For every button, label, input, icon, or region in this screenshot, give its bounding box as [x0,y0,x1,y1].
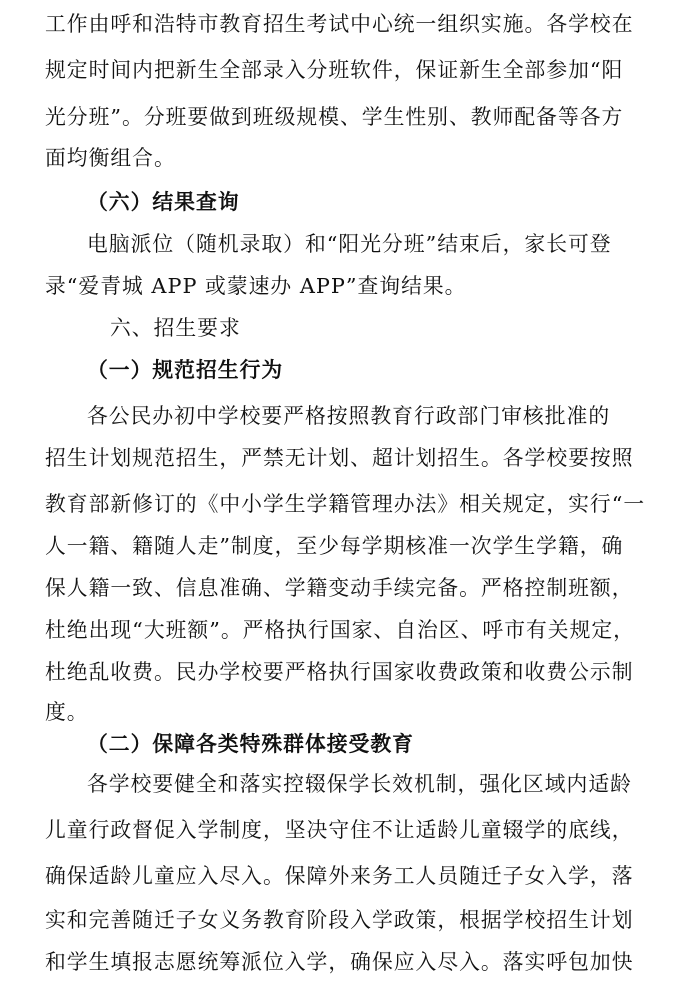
text-line: 工作由呼和浩特市教育招生考试中心统一组织实施。各学校在 [45,12,634,36]
text-line: 教育部新修订的《中小学生学籍管理办法》相关规定，实行“一 [45,492,646,516]
text-line: 各公民办初中学校要严格按照教育行政部门审核批准的 [87,404,611,428]
text-line: 光分班”。分班要做到班级规模、学生性别、教师配备等各方 [45,105,624,129]
text-line: 招生计划规范招生，严禁无计划、超计划招生。各学校要按照 [45,446,634,470]
text-line: 保人籍一致、信息准确、学籍变动手续完备。严格控制班额， [45,576,634,600]
section-heading-results-query: （六）结果查询 [87,189,240,214]
section-heading-regulate-enrollment: （一）规范招生行为 [87,357,284,382]
text-line: 确保适龄儿童应入尽入。保障外来务工人员随迁子女入学，落 [45,864,634,888]
text-line: 度。 [45,700,89,724]
text-line: 杜绝乱收费。民办学校要严格执行国家收费政策和收费公示制 [45,660,634,684]
text-line: 各学校要健全和落实控辍保学长效机制，强化区域内适龄 [87,772,632,796]
section-heading-enrollment-requirements: 六、招生要求 [110,316,241,340]
text-line: 人一籍、籍随人走”制度，至少每学期核准一次学生学籍，确 [45,534,624,558]
text-line: 实和完善随迁子女义务教育阶段入学政策，根据学校招生计划 [45,908,634,932]
text-line: 儿童行政督促入学制度，坚决守住不让适龄儿童辍学的底线， [45,818,634,842]
text-line: 和学生填报志愿统筹派位入学，确保应入尽入。落实呼包加快 [45,950,634,974]
text-line: 录“爱青城 APP 或蒙速办 APP”查询结果。 [45,274,467,298]
section-heading-special-groups: （二）保障各类特殊群体接受教育 [87,731,414,756]
text-line: 电脑派位（随机录取）和“阳光分班”结束后，家长可登 [87,232,612,256]
text-line: 杜绝出现“大班额”。严格执行国家、自治区、呼市有关规定， [45,618,635,642]
text-line: 规定时间内把新生全部录入分班软件，保证新生全部参加“阳 [45,58,624,82]
text-line: 面均衡组合。 [45,146,176,170]
